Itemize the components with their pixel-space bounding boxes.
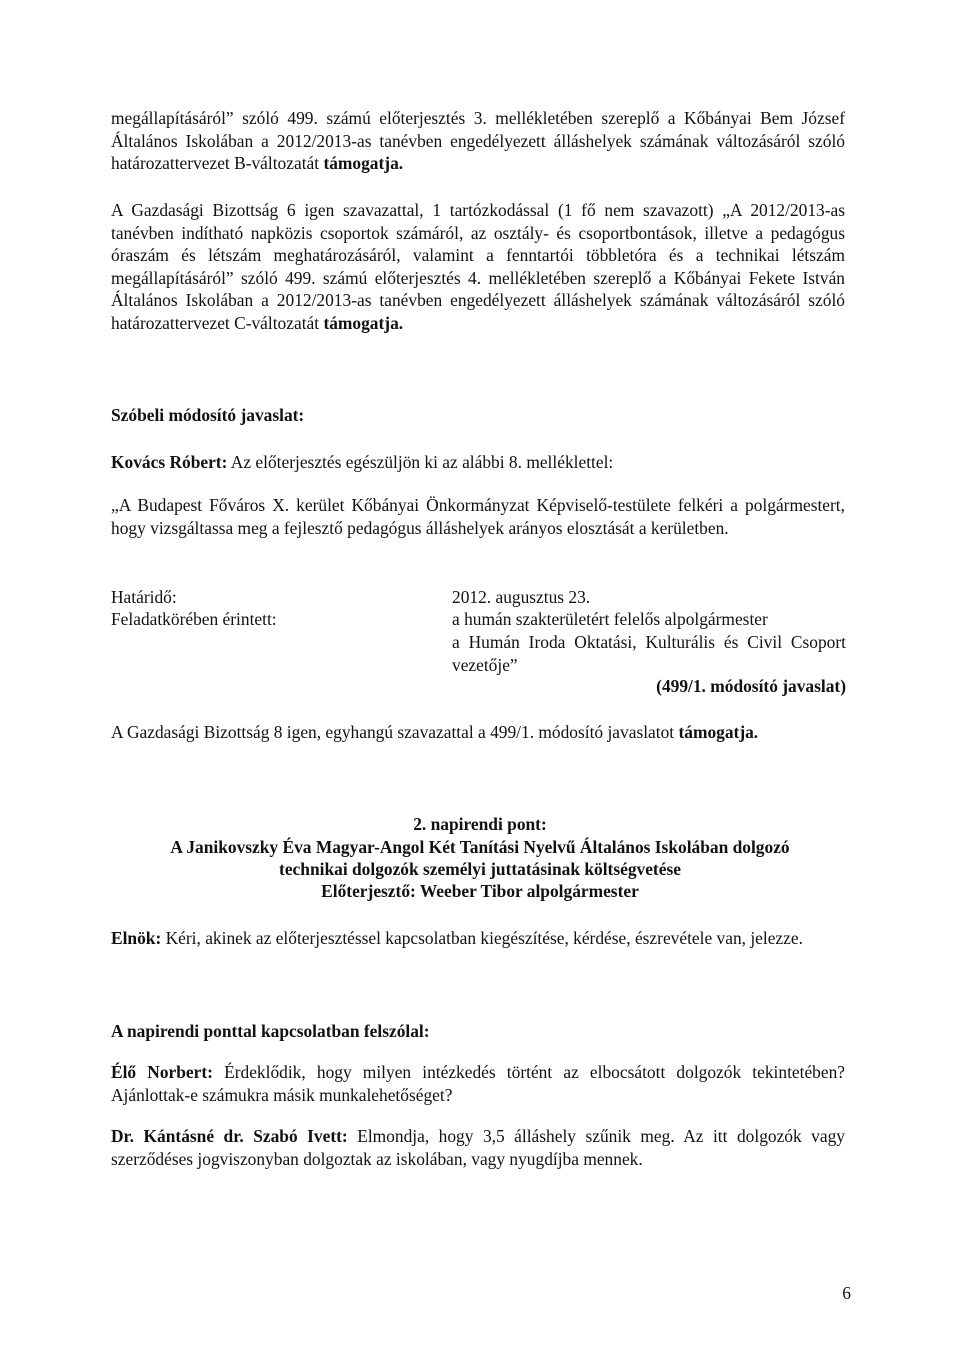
speaker-2-text: Elmondja, hogy 3,5 álláshely szűnik meg. Az itt dolgozók vagy szerződéses jogviszonyban dolgoztak az iskolában, vagy nyugdíjba mennek. — [111, 1126, 845, 1169]
paragraph-text: megállapításáról” szóló 499. számú előterjesztés 3. mellékletében szereplő a Kőbányai Bem József Általános Iskolában a 2012/2013-as tanévben engedélyezett álláshelyek számának változásáról szóló határozattervezet B-változatát — [111, 108, 845, 174]
paragraph-text: A Gazdasági Bizottság 6 igen szavazattal, 1 tartózkodással (1 fő nem szavazott) „A 2012/2013-as tanévben indítható napközis csoportok számáról, az osztály- és csoportbontások, illetve a pedagógus óraszám és létszám meghatározásáról, valamint a fenntartói többletóra és a technikai létszám megállapításáról” szóló 499. számú előterjesztés 4. mellékletében szereplő a Kőbányai Fekete István Általános Iskolában a 2012/2013-as tanévben engedélyezett álláshelyek számának változásáról szóló határozattervezet C-változatát — [111, 200, 845, 333]
discussion-heading: A napirendi ponttal kapcsolatban felszólal: — [111, 1021, 430, 1041]
paragraph-bold: támogatja. — [323, 312, 404, 333]
amendment-quote: „A Budapest Főváros X. kerület Kőbányai Önkormányzat Képviselő-testülete felkéri a polgármestert, hogy vizsgáltassa meg a fejlesztő pedagógus álláshelyek arányos elosztását a kerületben. — [111, 495, 845, 538]
agenda-title-line-2: technikai dolgozók személyi juttatásinak költségvetése — [279, 859, 681, 879]
responsible-line-2: a Humán Iroda Oktatási, Kulturális és Civil Csoport vezetője” — [452, 632, 846, 675]
amendment-intro — [111, 452, 613, 473]
chair-paragraph — [111, 927, 845, 950]
amendment-heading: Szóbeli módosító javaslat: — [111, 405, 305, 425]
amendment-intro-text: Az előterjesztés egészüljön ki az alábbi 8. melléklettel: — [227, 452, 614, 472]
chair-label: Elnök: — [111, 928, 162, 948]
agenda-title-line-1: A Janikovszky Éva Magyar-Angol Két Tanítási Nyelvű Általános Iskolában dolgozó — [170, 837, 790, 857]
chair-text: Kéri, akinek az előterjesztéssel kapcsolatban kiegészítése, kérdése, észrevétele van, jelezze. — [161, 928, 803, 948]
responsible-line-1: a humán szakterületért felelős alpolgármester — [452, 609, 768, 629]
paragraph-c-variant — [111, 199, 845, 335]
deadline-value: 2012. augusztus 23. — [452, 587, 591, 607]
speaker-1-text: Érdeklődik, hogy milyen intézkedés történt az elbocsátott dolgozók tekintetében? Ajánlottak-e számukra másik munkalehetőséget? — [111, 1062, 845, 1105]
vote-text: A Gazdasági Bizottság 8 igen, egyhangú szavazattal a 499/1. módosító javaslatot — [111, 722, 679, 742]
agenda-presenter: Előterjesztő: Weeber Tibor alpolgármester — [321, 881, 639, 901]
page-number: 6 — [842, 1283, 851, 1303]
vote-bold: támogatja. — [678, 722, 759, 742]
paragraph-b-variant — [111, 107, 845, 175]
deadline-label: Határidő: — [111, 587, 177, 607]
amendment-number: (499/1. módosító javaslat) — [656, 676, 846, 696]
paragraph-bold: támogatja. — [323, 153, 404, 174]
agenda-item: 2. napirendi pont: — [413, 814, 547, 834]
speaker-name: Kovács Róbert: — [111, 452, 228, 472]
speaker-1-paragraph — [111, 1061, 845, 1106]
speaker-1-name: Élő Norbert: — [111, 1062, 213, 1082]
speaker-2-name: Dr. Kántásné dr. Szabó Ivett: — [111, 1126, 348, 1146]
amendment-vote — [111, 722, 758, 743]
responsible-label: Feladatkörében érintett: — [111, 609, 277, 629]
speaker-2-paragraph — [111, 1125, 845, 1170]
